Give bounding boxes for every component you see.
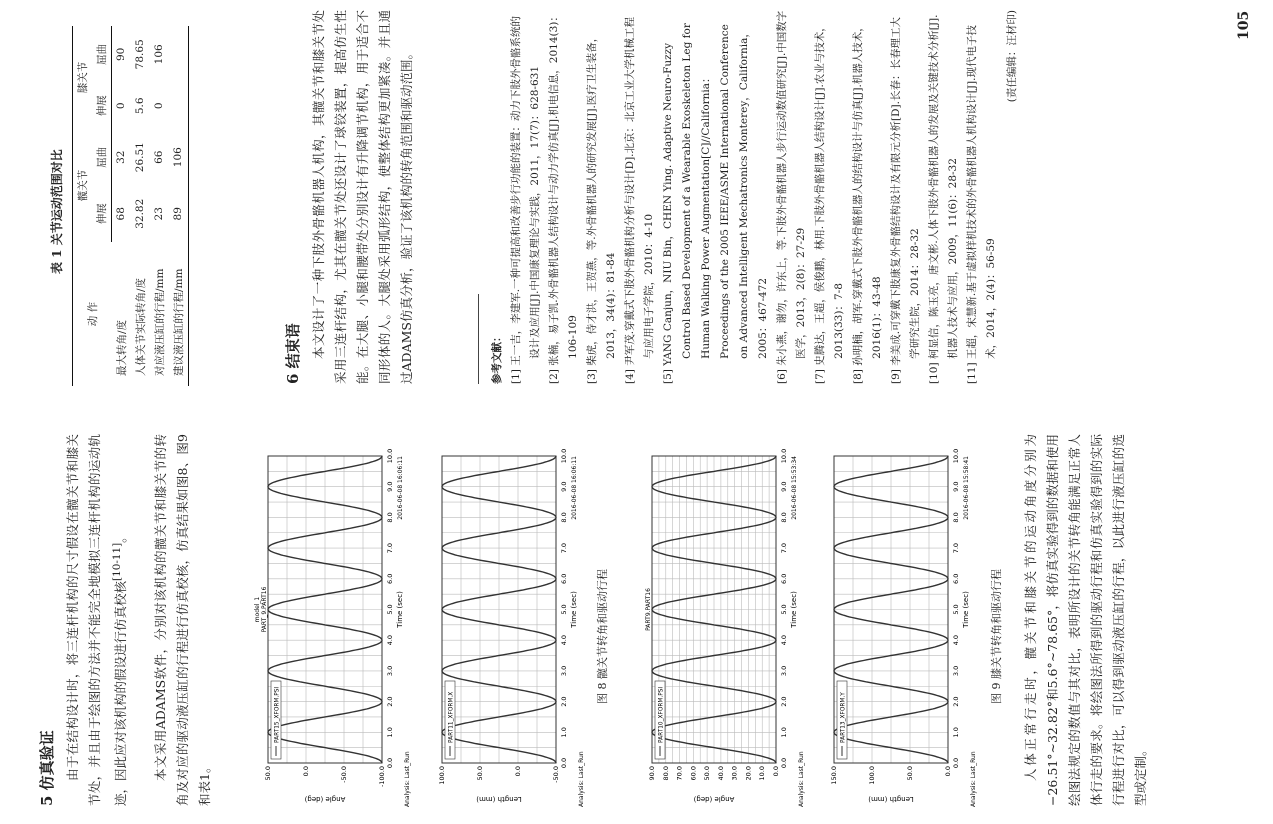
references-title: 参考文献： (491, 331, 503, 384)
y-tick-label: 60.0 (689, 766, 698, 781)
table1-title: 表 1 关节运动范围对比 (50, 149, 64, 274)
row-label: 最大转角/度 (115, 319, 128, 376)
citation: [10-11] (111, 542, 123, 581)
x-tick-label: 5.0 (952, 604, 960, 615)
chart-part-label: PART9.PART16 (645, 588, 652, 631)
y-tick-label: 10.0 (758, 766, 767, 781)
figure9-caption: 图 9 膝关节转角和驱动行程 (990, 569, 1003, 704)
references-divider (478, 294, 479, 384)
sub-ext-knee: 伸展 (92, 83, 112, 129)
sub-flex-hip: 屈曲 (92, 129, 112, 186)
chart-analysis-label: Analysis: Last_Run (578, 751, 585, 807)
reference-item: [4] 尹军茂.穿戴式下肢外骨骼机构分析与设计[D].北京：北京工业大学机械工程与应用电子学院，2010：4-10 (624, 17, 655, 384)
chart-analysis-label: Analysis: Last_Run (970, 751, 977, 807)
y-tick-label: 0.0 (944, 766, 952, 777)
y-tick-label: 40.0 (716, 766, 725, 781)
y-tick-label: 100.0 (438, 766, 446, 785)
cell: 26.51 (134, 142, 146, 173)
chart-model-label: model_1 (254, 596, 261, 623)
y-tick-label: 50.0 (476, 766, 484, 781)
x-tick-label: 2.0 (952, 696, 960, 707)
x-tick-label: 5.0 (386, 604, 394, 615)
x-tick-label: 10.0 (780, 448, 788, 464)
chart-part-label: PART_9.PART16 (261, 586, 268, 633)
hip-stroke-chart (426, 434, 586, 809)
chart-timestamp: 2016-06-08 16:06:11 (571, 456, 578, 520)
x-tick-label: 6.0 (952, 573, 960, 584)
table-row (131, 26, 150, 386)
knee-stroke-chart (818, 434, 978, 809)
y-tick-label: 50.0 (703, 766, 712, 781)
y-tick-label: 50.0 (264, 766, 272, 781)
figure8-caption: 图 8 髋关节转角和驱动行程 (596, 569, 609, 704)
y-axis-label: Length (mm) (868, 795, 914, 803)
references-list (488, 10, 1022, 384)
x-tick-label: 2.0 (560, 696, 568, 707)
x-tick-label: 1.0 (780, 727, 788, 738)
col-action-header: 动 作 (73, 242, 112, 386)
cell: 66 (153, 150, 165, 164)
section5-paragraph-2: 本文采用ADAMS软件，分别对该机构的髋关节和膝关节的转角及对应的驱动液压缸的行程进行仿真校核，仿真结果如图8、图9和表1。 (153, 434, 212, 806)
x-tick-label: 9.0 (560, 481, 568, 492)
sub-ext-hip: 伸展 (92, 185, 112, 242)
reference-item: [1] 王一吉，李建军.一种可提高和改善步行功能的装置：动力下肢外骨骼系统的设计及应用[J].中国康复理论与实践，2011，17(7)：628-631 (510, 15, 541, 384)
y-tick-label: -50.0 (340, 766, 348, 783)
x-tick-label: 7.0 (952, 542, 960, 554)
cell: 90 (115, 47, 128, 61)
x-tick-label: 9.0 (780, 481, 788, 492)
y-tick-label: -100.0 (378, 766, 386, 787)
x-tick-label: 5.0 (780, 604, 788, 615)
cell: 23 (153, 207, 165, 221)
cell: 78.65 (134, 39, 146, 70)
y-tick-label: 0.0 (302, 766, 310, 777)
y-axis-label: Angle (deg) (304, 795, 346, 803)
x-tick-label: 6.0 (780, 573, 788, 584)
cell: 32.82 (134, 198, 146, 229)
x-tick-label: 8.0 (386, 512, 394, 523)
cell: 68 (115, 207, 128, 221)
sub-flex-knee: 屈曲 (92, 26, 112, 83)
reference-item: [8] 孙明楠，胡军.穿戴式下肢外骨骼机器人的结构设计与仿真[J].机器人技术，2016(1)：43-48 (852, 21, 883, 384)
x-tick-label: 10.0 (560, 448, 568, 464)
x-tick-label: 4.0 (780, 635, 788, 646)
x-axis-label: Time (sec) (962, 591, 970, 628)
x-tick-label: 1.0 (952, 727, 960, 738)
x-tick-label: 3.0 (952, 665, 960, 677)
reference-item: [9] 李美成.可穿戴下肢康复外骨骼结构设计及有限元分析[D].长春：长春理工大学研究生院，2014：28-32 (890, 17, 921, 384)
y-tick-label: 0.0 (772, 766, 780, 777)
editor-note: (责任编辑：汪材印) (1006, 10, 1018, 103)
chart-timestamp: 2016-06-08 15:58:41 (963, 456, 970, 520)
x-tick-label: 0.0 (560, 757, 568, 769)
legend-label: PART13_XFORM.Y (840, 692, 847, 743)
y-tick-label: 30.0 (730, 766, 739, 781)
x-tick-label: 1.0 (560, 727, 568, 738)
reference-item: [3] 柴虎，侍才洪，王贺燕，等.外骨骼机器人的研究发展[J].医疗卫生装备，2013，34(4)：81-84 (586, 31, 617, 384)
x-tick-label: 4.0 (952, 635, 960, 646)
x-tick-label: 3.0 (780, 665, 788, 677)
cell: 106 (169, 129, 189, 186)
x-tick-label: 8.0 (780, 512, 788, 523)
y-tick-label: 20.0 (744, 766, 753, 781)
x-tick-label: 9.0 (952, 481, 960, 492)
y-tick-label: 50.0 (906, 766, 914, 781)
x-tick-label: 10.0 (386, 448, 394, 464)
table-row (112, 26, 131, 386)
hip-angle-chart (252, 434, 412, 809)
reference-item: [5] YANG Canjun，NIU Bin，CHEN Ying. Adaptive Neuro-Fuzzy Control Based Development of a Wearable Exoskeleton Leg for Human Walking Power Augmentation[C]//California：Proceedings of the 2005 IEEE/ASME International Conference on Advanced Intelligent Mechatronics Monterey，California，2005：467-472 (662, 23, 769, 384)
y-axis-label: Length (mm) (476, 795, 522, 803)
reference-item: [11] 王超，宋慧新.基于虚拟样机技术的外骨骼机器人机构设计[J].现代电子技术，2014，2(4)：56-59 (966, 25, 997, 384)
x-tick-label: 0.0 (386, 757, 394, 769)
x-axis-label: Time (sec) (570, 591, 578, 628)
conclusion-of-section5: 人体正常行走时，髋关节和膝关节的运动角度分别为−26.51°∼32.82°和5.6°∼78.65°，将仿真实验得到的数据和使用绘图法规定的数值与其对比，表明所设计的关节转角能满足正常人体行走的要求。将绘图法所得到的驱动行程和仿真实验得到的实际行程进行对比，可以得到驱动液压缸的行程，以此进行液压缸的选型或定制。 (1023, 434, 1148, 806)
table-row (169, 26, 189, 386)
chart-timestamp: 2016-06-08 16:06:11 (397, 456, 404, 520)
row-label: 对应液压缸的行程/mm (153, 268, 166, 376)
section6-paragraph: 本文设计了一种下肢外骨骼机器人机构，其髋关节和膝关节处采用三连杆结构，尤其在髋关节处还设计了球铰装置，提高仿生性能。在大腿、小腿和腰带处分别设计有升降调节机构，用于适合不同形体的人。大腿处采用弧形结构，使整体结构更加紧凑。并且通过ADAMS仿真分析，验证了该机构的转角范围和驱动范围。 (311, 10, 414, 384)
x-tick-label: 6.0 (386, 573, 394, 584)
x-tick-label: 8.0 (560, 512, 568, 523)
section5-heading: 5 仿真验证 (38, 730, 56, 806)
reference-item: [10] 柯显信，陈玉亮，唐文彬.人体下肢外骨骼机器人的发展及关键技术分析[J].机器人技术与应用，2009，11(6)：28-32 (928, 14, 959, 384)
page-number: 105 (1236, 10, 1252, 40)
chart-analysis-label: Analysis: Last_Run (798, 751, 805, 807)
section5-p1-end: 。 (113, 530, 129, 543)
y-tick-label: 70.0 (675, 766, 684, 781)
x-tick-label: 1.0 (386, 727, 394, 738)
x-tick-label: 4.0 (560, 635, 568, 646)
x-tick-label: 3.0 (386, 665, 394, 677)
cell (169, 83, 189, 129)
x-tick-label: 6.0 (560, 573, 568, 584)
x-tick-label: 2.0 (386, 696, 394, 707)
knee-angle-chart (636, 434, 806, 809)
y-tick-label: 0.0 (514, 766, 522, 777)
x-tick-label: 7.0 (386, 542, 394, 554)
y-tick-label: 150.0 (830, 766, 838, 785)
cell: 32 (115, 150, 128, 164)
x-tick-label: 3.0 (560, 665, 568, 677)
x-tick-label: 8.0 (952, 512, 960, 523)
reference-item: [7] 史腾达，王超，侯俊鹏，林用.下肢外骨骼机器人结构设计[J].农业与技术，2013(33)：7-8 (814, 21, 845, 384)
cell: 106 (153, 44, 165, 65)
cell: 0 (115, 102, 128, 110)
x-tick-label: 7.0 (780, 542, 788, 554)
legend-label: PART10_XFORM.PSI (658, 686, 665, 743)
table-row (150, 26, 169, 386)
y-axis-label: Angle (deg) (693, 795, 735, 803)
y-tick-label: 80.0 (661, 766, 670, 781)
col-hip-header: 髋关节 (73, 129, 93, 242)
section5-p1-text: 由于在结构设计时，将三连杆机构的尺寸假设在髋关节和膝关节处，并且由于绘图的方法并不能完全地模拟三连杆机构的运动轨迹，因此应对该机构的假设进行仿真校核 (65, 434, 129, 806)
chart-timestamp: 2016-06-08 15:53:34 (791, 456, 798, 520)
reference-item: [2] 张楠，易子凯.外骨骼机器人结构设计与动力学仿真[J].机电信息，2014(3)：106-109 (548, 11, 579, 384)
y-tick-label: 90.0 (648, 766, 656, 781)
x-tick-label: 5.0 (560, 604, 568, 615)
x-tick-label: 0.0 (780, 757, 788, 769)
row-label: 人体关节实际转角/度 (134, 277, 147, 376)
joint-range-table (72, 26, 189, 386)
y-tick-label: -50.0 (552, 766, 560, 783)
legend-label: PART15_XFORM.PSI (274, 686, 281, 743)
cell: 0 (153, 102, 165, 110)
x-tick-label: 7.0 (560, 542, 568, 554)
x-tick-label: 9.0 (386, 481, 394, 492)
reference-item: [6] 朱小燕，谢勿，许东上，等.下肢外骨骼机器人步行运动数值研究[J].中国数字医学，2013，2(8)：27-29 (776, 10, 807, 384)
cell: 5.6 (134, 97, 146, 115)
x-tick-label: 0.0 (952, 757, 960, 769)
cell: 89 (169, 185, 189, 242)
x-axis-label: Time (sec) (790, 591, 798, 628)
x-axis-label: Time (sec) (396, 591, 404, 628)
y-tick-label: 100.0 (868, 766, 876, 785)
section5-paragraph-1 (62, 434, 132, 806)
x-tick-label: 10.0 (952, 448, 960, 464)
section6-heading: 6 结束语 (284, 323, 302, 384)
x-tick-label: 2.0 (780, 696, 788, 707)
col-knee-header: 膝关节 (73, 26, 93, 129)
x-tick-label: 4.0 (386, 635, 394, 646)
left-column (0, 424, 1273, 824)
chart-analysis-label: Analysis: Last_Run (404, 751, 411, 807)
right-column (0, 0, 1273, 394)
row-label: 建议液压缸的行程/mm (169, 242, 189, 386)
cell (169, 26, 189, 83)
legend-label: PART11_XFORM.X (448, 691, 455, 743)
